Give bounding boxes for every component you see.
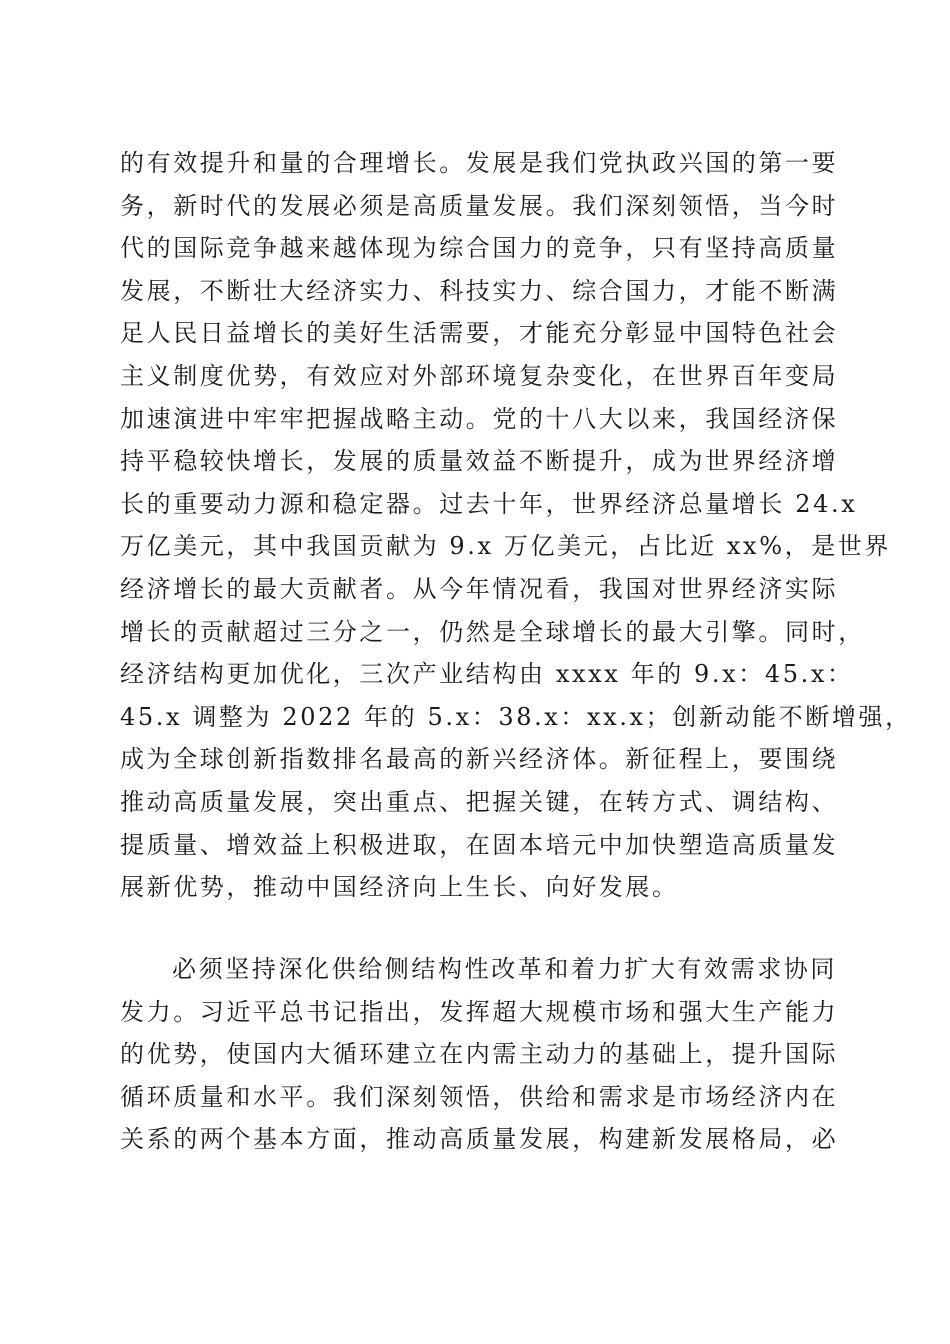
paragraph-line: 展新优势，推动中国经济向上生长、向好发展。 — [120, 873, 679, 902]
paragraph-line: 提质量、增效益上积极进取，在固本培元中加快塑造高质量发 — [120, 830, 839, 859]
paragraph-line: 发展，不断壮大经济实力、科技实力、综合国力，才能不断满 — [120, 276, 839, 305]
paragraph-line: 务，新时代的发展必须是高质量发展。我们深刻领悟，当今时 — [120, 191, 839, 220]
paragraph-line: 关系的两个基本方面，推动高质量发展，构建新发展格局，必 — [120, 1125, 839, 1154]
paragraph-line: 成为全球创新指数排名最高的新兴经济体。新征程上，要围绕 — [120, 745, 839, 774]
paragraph-line: 足人民日益增长的美好生活需要，才能充分彰显中国特色社会 — [120, 319, 839, 348]
paragraph-line: 增长的贡献超过三分之一，仍然是全球增长的最大引擎。同时， — [120, 617, 865, 646]
paragraph-line: 代的国际竞争越来越体现为综合国力的竞争，只有坚持高质量 — [120, 234, 839, 263]
paragraph-line: 的有效提升和量的合理增长。发展是我们党执政兴国的第一要 — [120, 149, 839, 177]
paragraph-line: 发力。习近平总书记指出，发挥超大规模市场和强大生产能力 — [120, 997, 839, 1026]
paragraph-line: 万亿美元，其中我国贡献为 9.x 万亿美元，占比近 xx%，是世界 — [120, 532, 891, 561]
paragraph-line: 长的重要动力源和稳定器。过去十年，世界经济总量增长 24.x — [120, 489, 858, 518]
paragraph-first-line: 必须坚持深化供给侧结构性改革和着力扩大有效需求协同 — [172, 955, 837, 983]
paragraph-line: 的优势，使国内大循环建立在内需主动力的基础上，提升国际 — [120, 1040, 839, 1069]
paragraph-line: 循环质量和水平。我们深刻领悟，供给和需求是市场经济内在 — [120, 1082, 839, 1111]
paragraph-line: 经济结构更加优化，三次产业结构由 xxxx 年的 9.x：45.x： — [120, 660, 854, 689]
paragraph-line: 推动高质量发展，突出重点、把握关键，在转方式、调结构、 — [120, 787, 839, 816]
paragraph-line: 持平稳较快增长，发展的质量效益不断提升，成为世界经济增 — [120, 447, 839, 476]
paragraph-supply-side-reform — [120, 948, 839, 1161]
paragraph-high-quality-development — [120, 142, 912, 909]
paragraph-line: 经济增长的最大贡献者。从今年情况看，我国对世界经济实际 — [120, 574, 839, 603]
paragraph-line: 45.x 调整为 2022 年的 5.x：38.x：xx.x；创新动能不断增强， — [120, 702, 912, 731]
paragraph-line: 主义制度优势，有效应对外部环境复杂变化，在世界百年变局 — [120, 361, 839, 390]
paragraph-line: 加速演进中牢牢把握战略主动。党的十八大以来，我国经济保 — [120, 404, 839, 433]
